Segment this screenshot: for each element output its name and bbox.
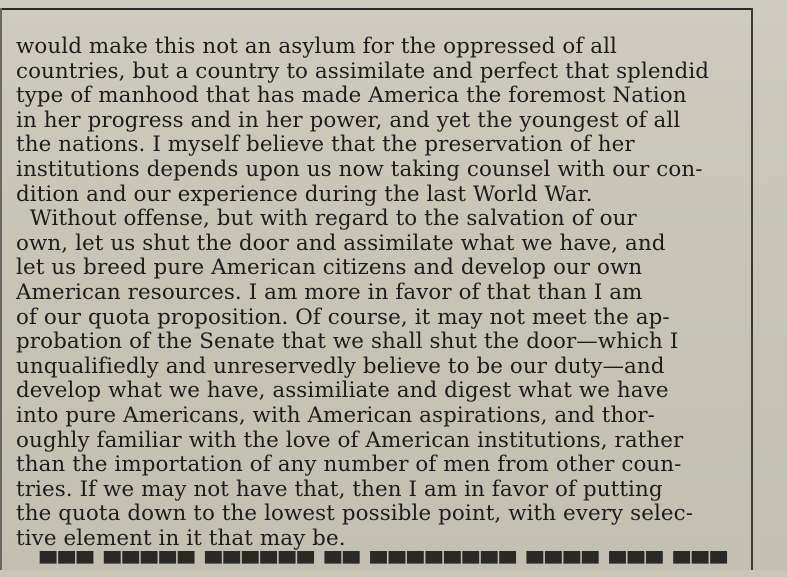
text-line: than the importation of any number of men from other coun- bbox=[16, 452, 682, 478]
top-column-rule bbox=[0, 8, 752, 10]
text-line: the nations. I myself believe that the preservation of her bbox=[16, 132, 635, 158]
left-column-rule bbox=[0, 8, 2, 570]
text-line: institutions depends upon us now taking counsel with our con- bbox=[16, 156, 703, 182]
cut-off-next-line bbox=[40, 552, 740, 577]
text-line: American resources. I am more in favor of that than I am bbox=[16, 279, 643, 305]
text-line: tries. If we may not have that, then I am in favor of putting bbox=[16, 476, 663, 502]
text-line: in her progress and in her power, and yet the youngest of all bbox=[16, 107, 681, 133]
article-text bbox=[16, 35, 756, 551]
cut-off-glyphs: ▀▀▀ ▀▀▀▀▀ ▀▀▀▀▀▀ ▀▀ ▀▀▀▀▀▀▀▀ ▀▀▀▀ ▀▀▀ ▀▀▀ bbox=[40, 552, 729, 577]
text-line: own, let us shut the door and assimilate what we have, and bbox=[16, 230, 666, 256]
text-line: develop what we have, assimiliate and digest what we have bbox=[16, 378, 669, 404]
paragraph-start-line: Without offense, but with regard to the salvation of our bbox=[16, 206, 637, 232]
text-line: would make this not an asylum for the oppressed of all bbox=[16, 34, 617, 59]
text-line: dition and our experience during the last World War. bbox=[16, 181, 593, 207]
text-line: type of manhood that has made America the foremost Nation bbox=[16, 83, 687, 109]
text-line: into pure Americans, with American aspirations, and thor- bbox=[16, 402, 656, 428]
text-line: the quota down to the lowest possible point, with every selec- bbox=[16, 501, 694, 527]
text-line: probation of the Senate that we shall shut the door—which I bbox=[16, 329, 679, 355]
text-line: of our quota proposition. Of course, it may not meet the ap- bbox=[16, 304, 670, 330]
text-line: unqualifiedly and unreservedly believe to be our duty—and bbox=[16, 353, 665, 379]
text-line: tive element in it that may be. bbox=[16, 525, 346, 551]
text-line: oughly familiar with the love of American institutions, rather bbox=[16, 427, 684, 453]
text-line: let us breed pure American citizens and develop our own bbox=[16, 255, 643, 281]
text-line: countries, but a country to assimilate and perfect that splendid bbox=[16, 58, 710, 84]
